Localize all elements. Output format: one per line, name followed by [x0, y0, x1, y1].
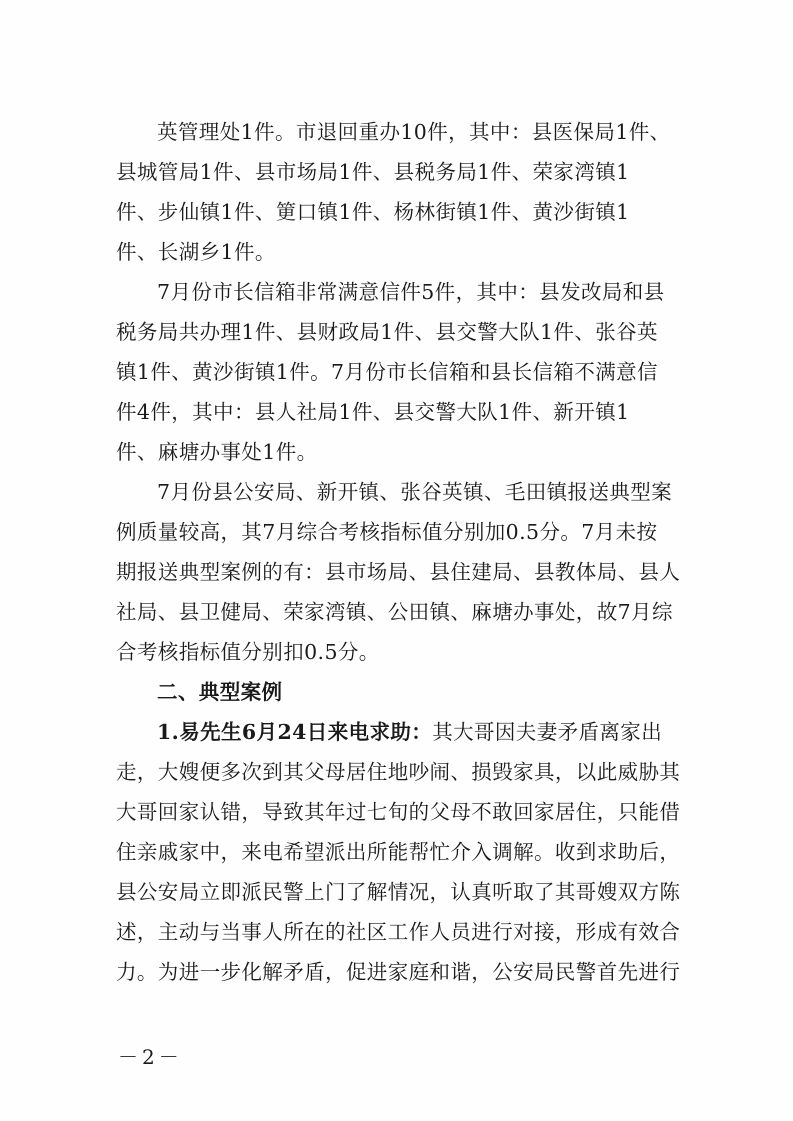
text-line: 合考核指标值分别扣0.5分。	[116, 640, 380, 664]
text-line: 大哥回家认错，导致其年过七旬的父母不敢回家居住，只能借	[116, 800, 681, 824]
text-line: 7月份市长信箱非常满意信件5件，其中：县发改局和县	[157, 280, 665, 304]
text-line: 力。为进一步化解矛盾，促进家庭和谐，公安局民警首先进行	[116, 960, 681, 984]
case-title: 1.易先生6月24日来电求助：	[157, 720, 433, 744]
text-line: 件、麻塘办事处1件。	[116, 440, 318, 464]
text-line: 县公安局立即派民警上门了解情况，认真听取了其哥嫂双方陈	[116, 880, 681, 904]
case-first-line	[116, 712, 688, 752]
paragraph-mailbox-satisfaction	[116, 272, 688, 472]
text-line: 7月份县公安局、新开镇、张谷英镇、毛田镇报送典型案	[157, 480, 673, 504]
text-line: 县城管局1件、县市场局1件、县税务局1件、荣家湾镇1	[116, 160, 630, 184]
paragraph-complaint-returns	[116, 112, 688, 272]
text-line: 英管理处1件。市退回重办10件，其中：县医保局1件、	[157, 120, 671, 144]
paragraph-case-1	[116, 712, 688, 992]
text-line: 件、步仙镇1件、筻口镇1件、杨林街镇1件、黄沙街镇1	[116, 200, 630, 224]
text-line: 件、长湖乡1件。	[116, 240, 276, 264]
text-line: 期报送典型案例的有：县市场局、县住建局、县教体局、县人	[116, 560, 681, 584]
case-first-line-text: 其大哥因夫妻矛盾离家出	[432, 720, 663, 744]
section-heading: 二、典型案例	[157, 680, 283, 704]
text-line: 税务局共办理1件、县财政局1件、县交警大队1件、张谷英	[116, 320, 658, 344]
document-body	[116, 112, 688, 992]
text-line: 镇1件、黄沙街镇1件。7月份市长信箱和县长信箱不满意信	[116, 360, 658, 384]
text-line: 走，大嫂便多次到其父母居住地吵闹、损毁家具，以此威胁其	[116, 760, 681, 784]
text-line: 例质量较高，其7月综合考核指标值分别加0.5分。7月未按	[116, 520, 658, 544]
text-line: 述，主动与当事人所在的社区工作人员进行对接，形成有效合	[116, 920, 681, 944]
paragraph-typical-case-scoring	[116, 472, 688, 672]
text-line: 件4件，其中：县人社局1件、县交警大队1件、新开镇1	[116, 400, 630, 424]
page-number: －2－	[118, 1045, 183, 1069]
text-line: 社局、县卫健局、荣家湾镇、公田镇、麻塘办事处，故7月综	[116, 600, 673, 624]
text-line: 住亲戚家中，来电希望派出所能帮忙介入调解。收到求助后，	[116, 840, 681, 864]
